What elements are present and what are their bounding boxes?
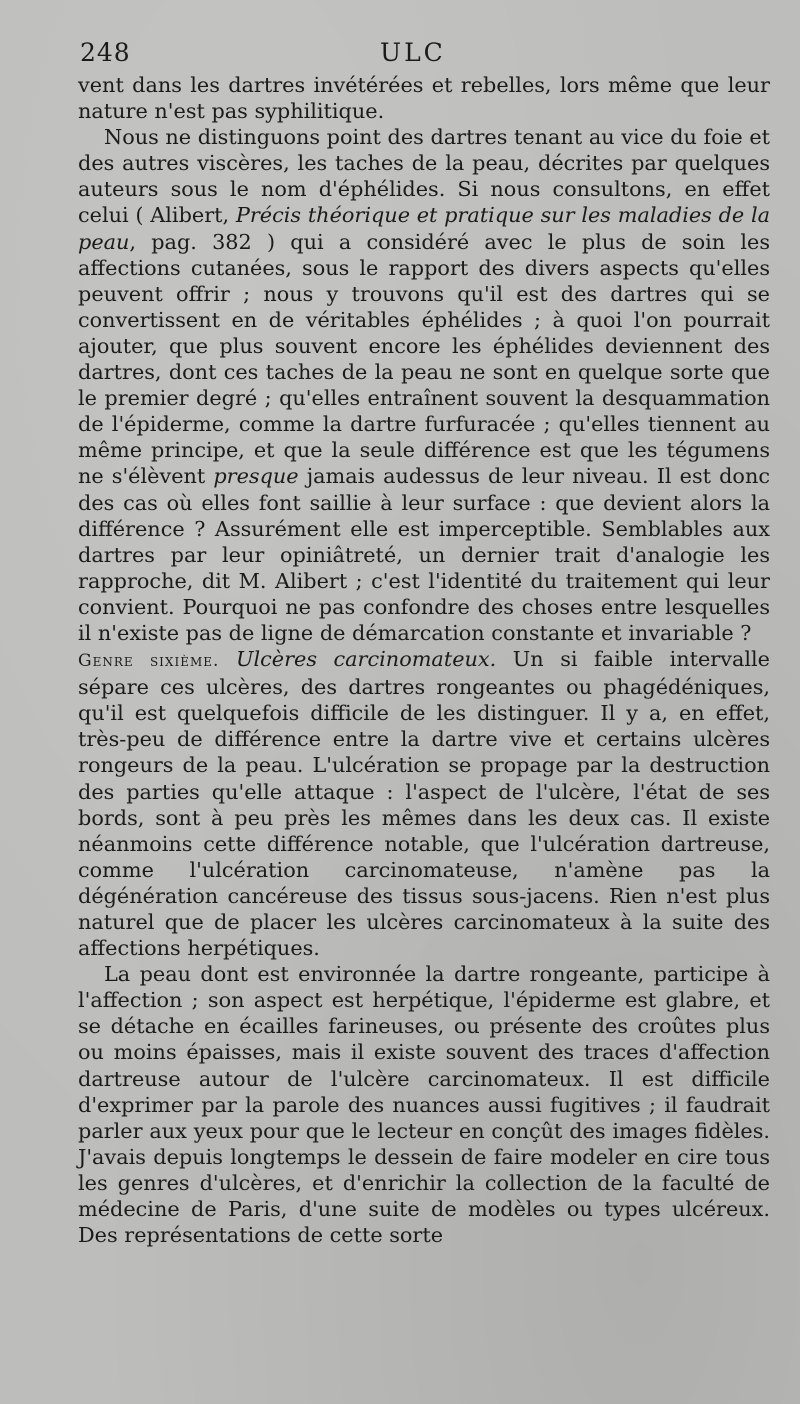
book-reference-title: Précis théorique et pratique sur les maladies de la peau [78,203,770,254]
section-title: Ulcères carcinomateux. [235,647,497,672]
emphasis-word: presque [213,464,299,489]
running-title: ULC [380,38,446,67]
paragraph-text: vent dans les dartres invétérées et rebelles, lors même que leur nature n'est pas syphilitique. [78,73,770,124]
paragraph-text: La peau dont est environnée la dartre rongeante, participe à l'affection ; son aspect est herpétique, l'épiderme est glabre, et se détache en écailles farineuses, ou présente des croûtes plus ou moins épaisses, mais il existe souvent des traces d'affection dartreuse autour de l'ulcère carcinomateux. Il est difficile d'exprimer par la parole des nuances aussi fugitives ; il faudrait parler aux yeux pour que le lecteur en conçût des images fidèles. J'avais depuis longtemps le dessein de faire modeler en cire tous les genres d'ulcères, et d'enrichir la collection de la faculté de médecine de Paris, d'une suite de modèles ou types ulcéreux. Des représentations de cette sorte [78,962,770,1248]
running-head [80,38,770,68]
page-number: 248 [80,38,131,67]
paragraph-genre-sixieme [78,646,770,961]
paragraph-text: jamais audessus de leur niveau. Il est donc des cas où elles font saillie à leur surface : que devient alors la différence ? Assurément elle est imperceptible. Semblables aux dartres par leur opiniâtreté, un dernier trait d'analogie les rapproche, dit M. Alibert ; c'est l'identité du traitement qui leur convient. Pourquoi ne pas confondre des choses entre lesquelles il n'existe pas de ligne de démarcation constante et invariable ? [78,464,770,645]
paragraph-text: Un si faible intervalle sépare ces ulcères, des dartres rongeantes ou phagédéniques, qu'il est quelquefois difficile de les distinguer. Il y a, en effet, très-peu de différence entre la dartre vive et certains ulcères rongeurs de la peau. L'ulcération se propage par la destruction des parties qu'elle attaque : l'aspect de l'ulcère, l'état de ses bords, sont à peu près les mêmes dans les deux cas. Il existe néanmoins cette différence notable, que l'ulcération dartreuse, comme l'ulcération carcinomateuse, n'amène pas la dégénération cancéreuse des tissus sous-jacens. Rien n'est plus naturel que de placer les ulcères carcinomateux à la suite des affections herpétiques. [78,647,770,961]
paragraph-text: , pag. 382 ) qui a considéré avec le plus de soin les affections cutanées, sous le rapport des divers aspects qu'elles peuvent offrir ; nous y trouvons qu'il est des dartres qui se convertissent en de véritables éphélides ; à quoi l'on pourrait ajouter, que plus souvent encore les éphélides deviennent des dartres, dont ces taches de la peau ne sont en quelque sorte que le premier degré ; qu'elles entraînent souvent la desquammation de l'épiderme, comme la dartre furfuracée ; qu'elles tiennent au même principe, et que la seule différence est que les tégumens ne s'élèvent [78,229,770,489]
paragraph-ephelides [78,124,770,646]
paragraph-peau [78,961,770,1248]
body-text [78,72,770,1248]
paragraph-continuation [78,72,770,124]
genre-label: Genre sixième. [78,651,220,672]
paragraph-text: Nous ne distinguons point des dartres tenant au vice du foie et des autres viscères, les taches de la peau, décrites par quelques auteurs sous le nom d'éphélides. Si nous consultons, en effet celui ( Alibert, [78,125,770,228]
